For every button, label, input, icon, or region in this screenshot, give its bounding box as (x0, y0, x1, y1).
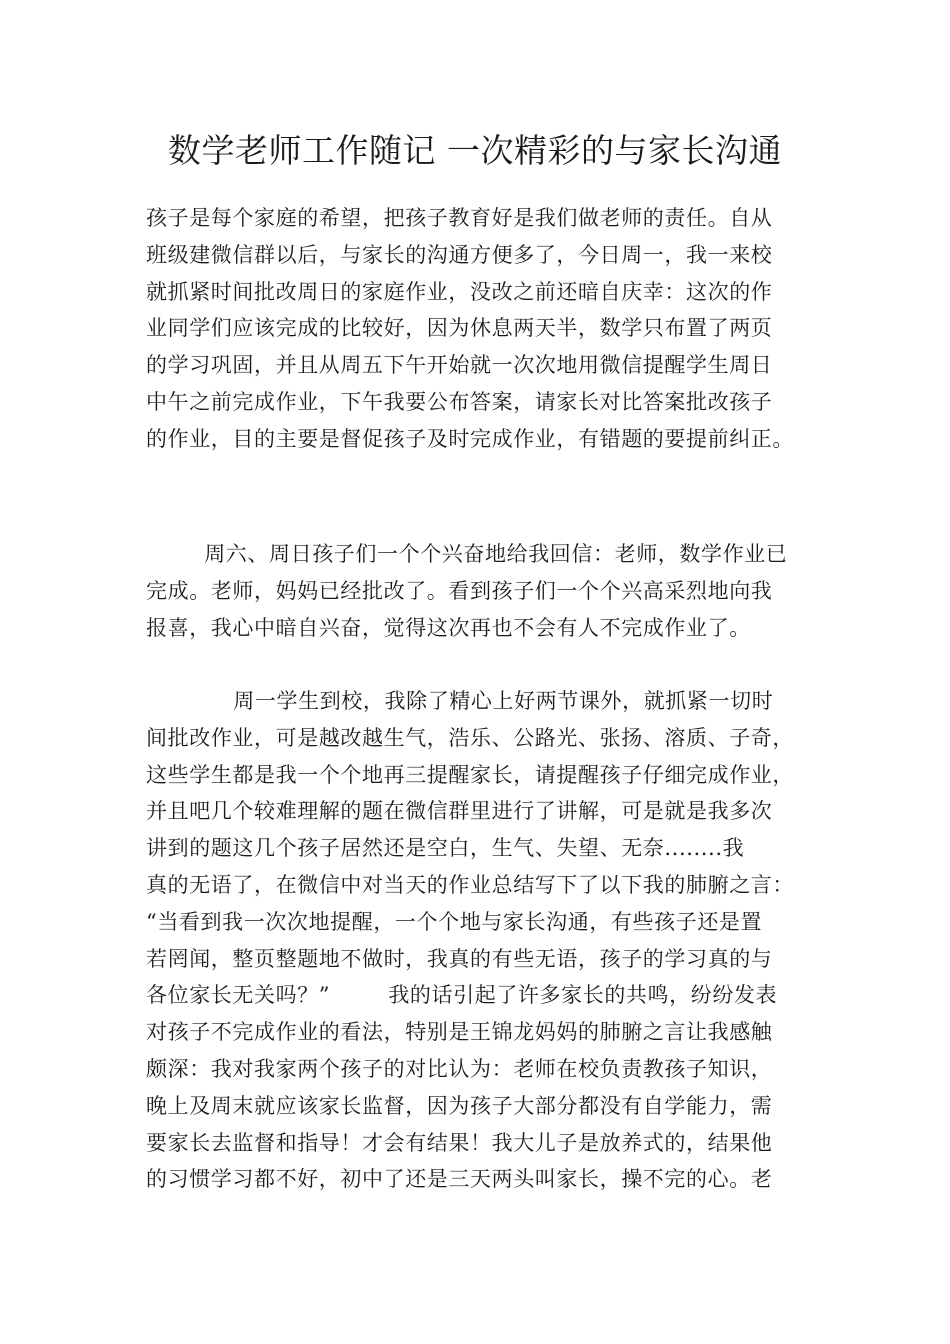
text-line: 中午之前完成作业，下午我要公布答案，请家长对比答案批改孩子 (146, 389, 773, 414)
text-line: 周一学生到校，我除了精心上好两节课外，就抓紧一切时 (146, 689, 774, 713)
text-line: 对孩子不完成作业的看法，特别是王锦龙妈妈的肺腑之言让我感触 (146, 1020, 773, 1045)
text-line: 间批改作业，可是越改越生气，浩乐、公路光、张扬、溶质、子奇， (146, 725, 794, 750)
text-line: 真的无语了，在微信中对当天的作业总结写下了以下我的肺腑之言： (146, 872, 794, 897)
text-line: “当看到我一次次地提醒，一个个地与家长沟通，有些孩子还是置 (146, 909, 763, 934)
document-title: 数学老师工作随记 一次精彩的与家长沟通 (168, 131, 782, 170)
text-line: 就抓紧时间批改周日的家庭作业，没改之前还暗自庆幸：这次的作 (146, 279, 773, 304)
text-line: 的学习巩固，并且从周五下午开始就一次次地用微信提醒学生周日 (146, 353, 773, 378)
text-line: 要家长去监督和指导！才会有结果！我大儿子是放养式的，结果他 (146, 1130, 773, 1155)
text-line: 若罔闻，整页整题地不做时，我真的有些无语，孩子的学习真的与 (146, 946, 773, 971)
text-line: 颇深：我对我家两个孩子的对比认为：老师在校负责教孩子知识， (146, 1056, 773, 1081)
text-line: 各位家长无关吗？” 我的话引起了许多家长的共鸣，纷纷发表 (146, 983, 778, 1008)
text-line: 班级建微信群以后，与家长的沟通方便多了，今日周一，我一来校 (146, 242, 773, 267)
paragraph-weekend (146, 536, 826, 646)
text-line: 这些学生都是我一个个地再三提醒家长，请提醒孩子仔细完成作业， (146, 762, 794, 787)
paragraph-intro (146, 200, 826, 458)
text-line: 报喜，我心中暗自兴奋，觉得这次再也不会有人不完成作业了。 (146, 615, 751, 640)
text-line: 周六、周日孩子们一个个兴奋地给我回信：老师，数学作业已 (146, 542, 788, 566)
paragraph-monday (146, 683, 826, 1198)
text-line: 的习惯学习都不好，初中了还是三天两头叫家长，操不完的心。老 (146, 1167, 773, 1192)
text-line: 讲到的题这几个孩子居然还是空白，生气、失望、无奈........我 (146, 836, 745, 861)
text-line: 晚上及周末就应该家长监督，因为孩子大部分都没有自学能力，需 (146, 1093, 773, 1118)
text-line: 孩子是每个家庭的希望，把孩子教育好是我们做老师的责任。自从 (146, 206, 773, 230)
text-line: 完成。老师，妈妈已经批改了。看到孩子们一个个兴高采烈地向我 (146, 578, 773, 603)
text-line: 的作业，目的主要是督促孩子及时完成作业，有错题的要提前纠正。 (146, 426, 794, 451)
text-line: 并且吧几个较难理解的题在微信群里进行了讲解，可是就是我多次 (146, 799, 773, 824)
text-line: 业同学们应该完成的比较好，因为休息两天半，数学只布置了两页 (146, 316, 773, 341)
